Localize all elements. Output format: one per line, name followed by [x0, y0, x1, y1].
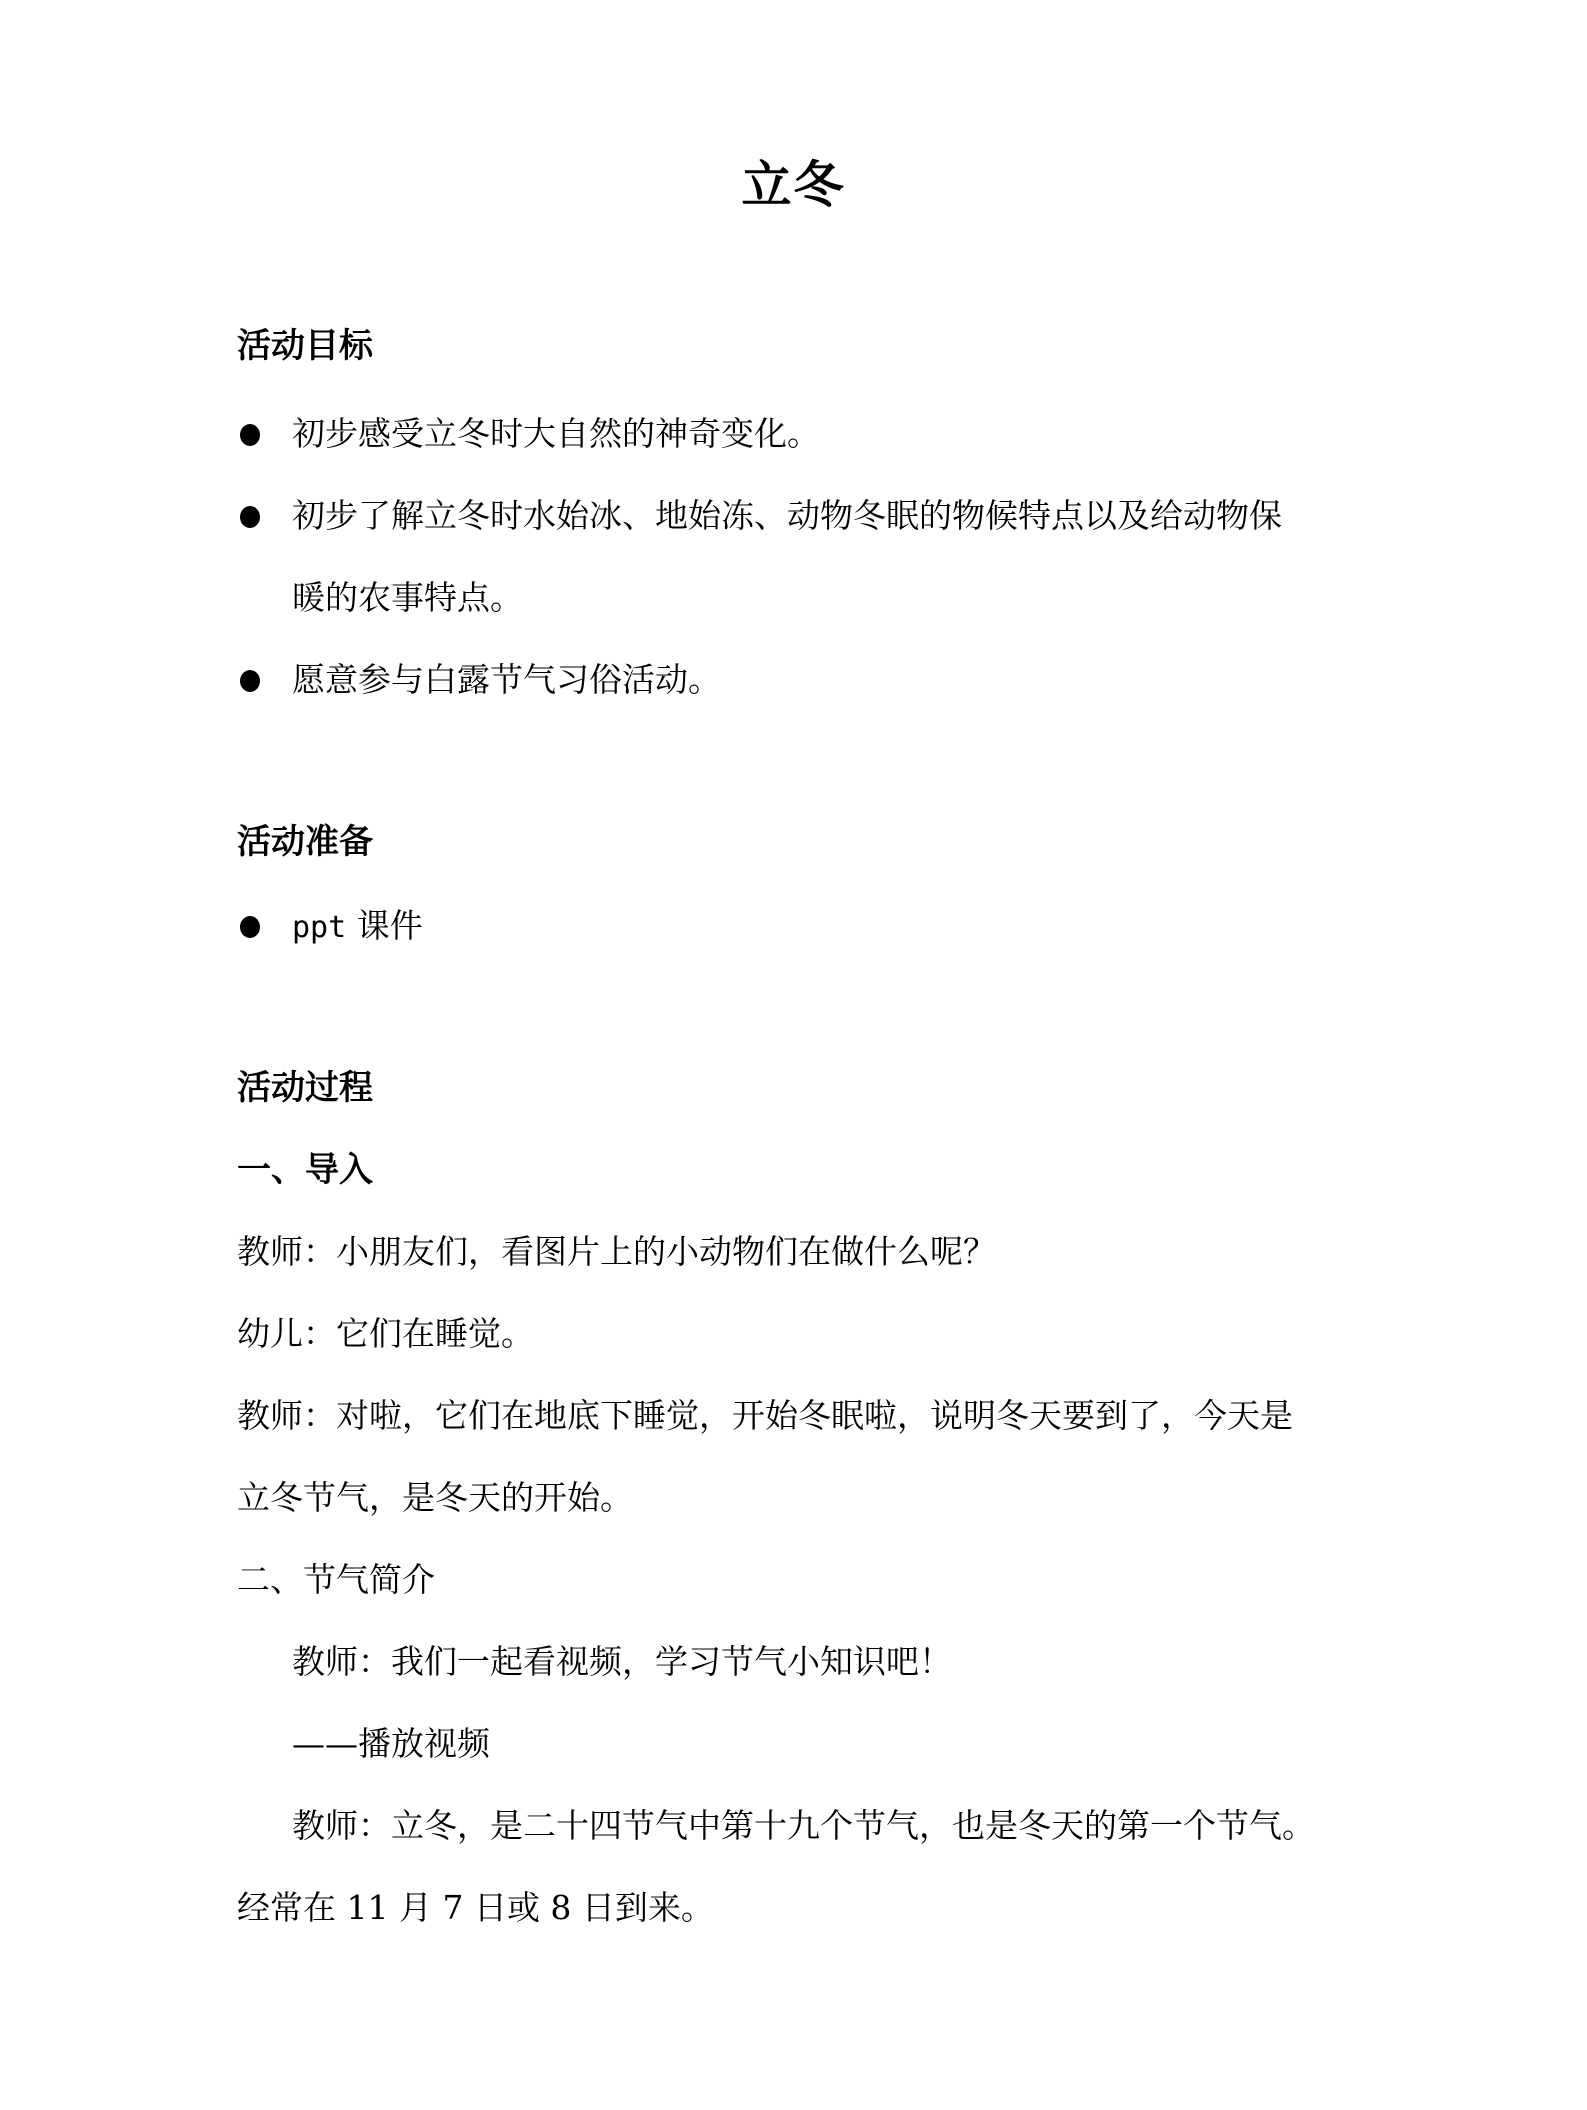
courseware-label: 课件	[356, 906, 423, 945]
dialogue-line: 立冬节气，是冬天的开始。	[237, 1478, 633, 1517]
process-part2-heading: 二、节气简介	[237, 1560, 435, 1599]
section-heading-process: 活动过程	[237, 1068, 373, 1108]
bullet-dot-icon	[240, 506, 260, 528]
section-heading-preparation: 活动准备	[237, 822, 373, 862]
dialogue-line: 经常在 11 月 7 日或 8 日到来。	[237, 1888, 714, 1927]
preparation-bullet-text	[292, 902, 423, 952]
goal-bullet-2-continuation: 暖的农事特点。	[292, 578, 523, 617]
dialogue-line: 教师：小朋友们，看图片上的小动物们在做什么呢？	[237, 1232, 996, 1271]
process-part1-heading: 一、导入	[237, 1150, 373, 1190]
bullet-dot-icon	[240, 424, 260, 446]
goal-bullet-text: 初步感受立冬时大自然的神奇变化。	[292, 414, 820, 453]
bullet-dot-icon	[240, 916, 260, 938]
stage-direction-line: ——播放视频	[292, 1724, 490, 1763]
dialogue-line: 教师：我们一起看视频，学习节气小知识吧！	[292, 1642, 952, 1681]
dialogue-line: 幼儿：它们在睡觉。	[237, 1314, 534, 1353]
dialogue-line: 教师：立冬，是二十四节气中第十九个节气，也是冬天的第一个节气。	[292, 1806, 1315, 1845]
goal-bullet-text: 初步了解立冬时水始冰、地始冻、动物冬眠的物候特点以及给动物保	[292, 496, 1282, 535]
bullet-dot-icon	[240, 670, 260, 692]
goal-bullet-text: 愿意参与白露节气习俗活动。	[292, 660, 721, 699]
document-title: 立冬	[741, 155, 846, 214]
ppt-label: ppt	[292, 910, 347, 945]
dialogue-line: 教师：对啦，它们在地底下睡觉，开始冬眠啦，说明冬天要到了，今天是	[237, 1396, 1293, 1435]
section-heading-goals: 活动目标	[237, 326, 373, 366]
